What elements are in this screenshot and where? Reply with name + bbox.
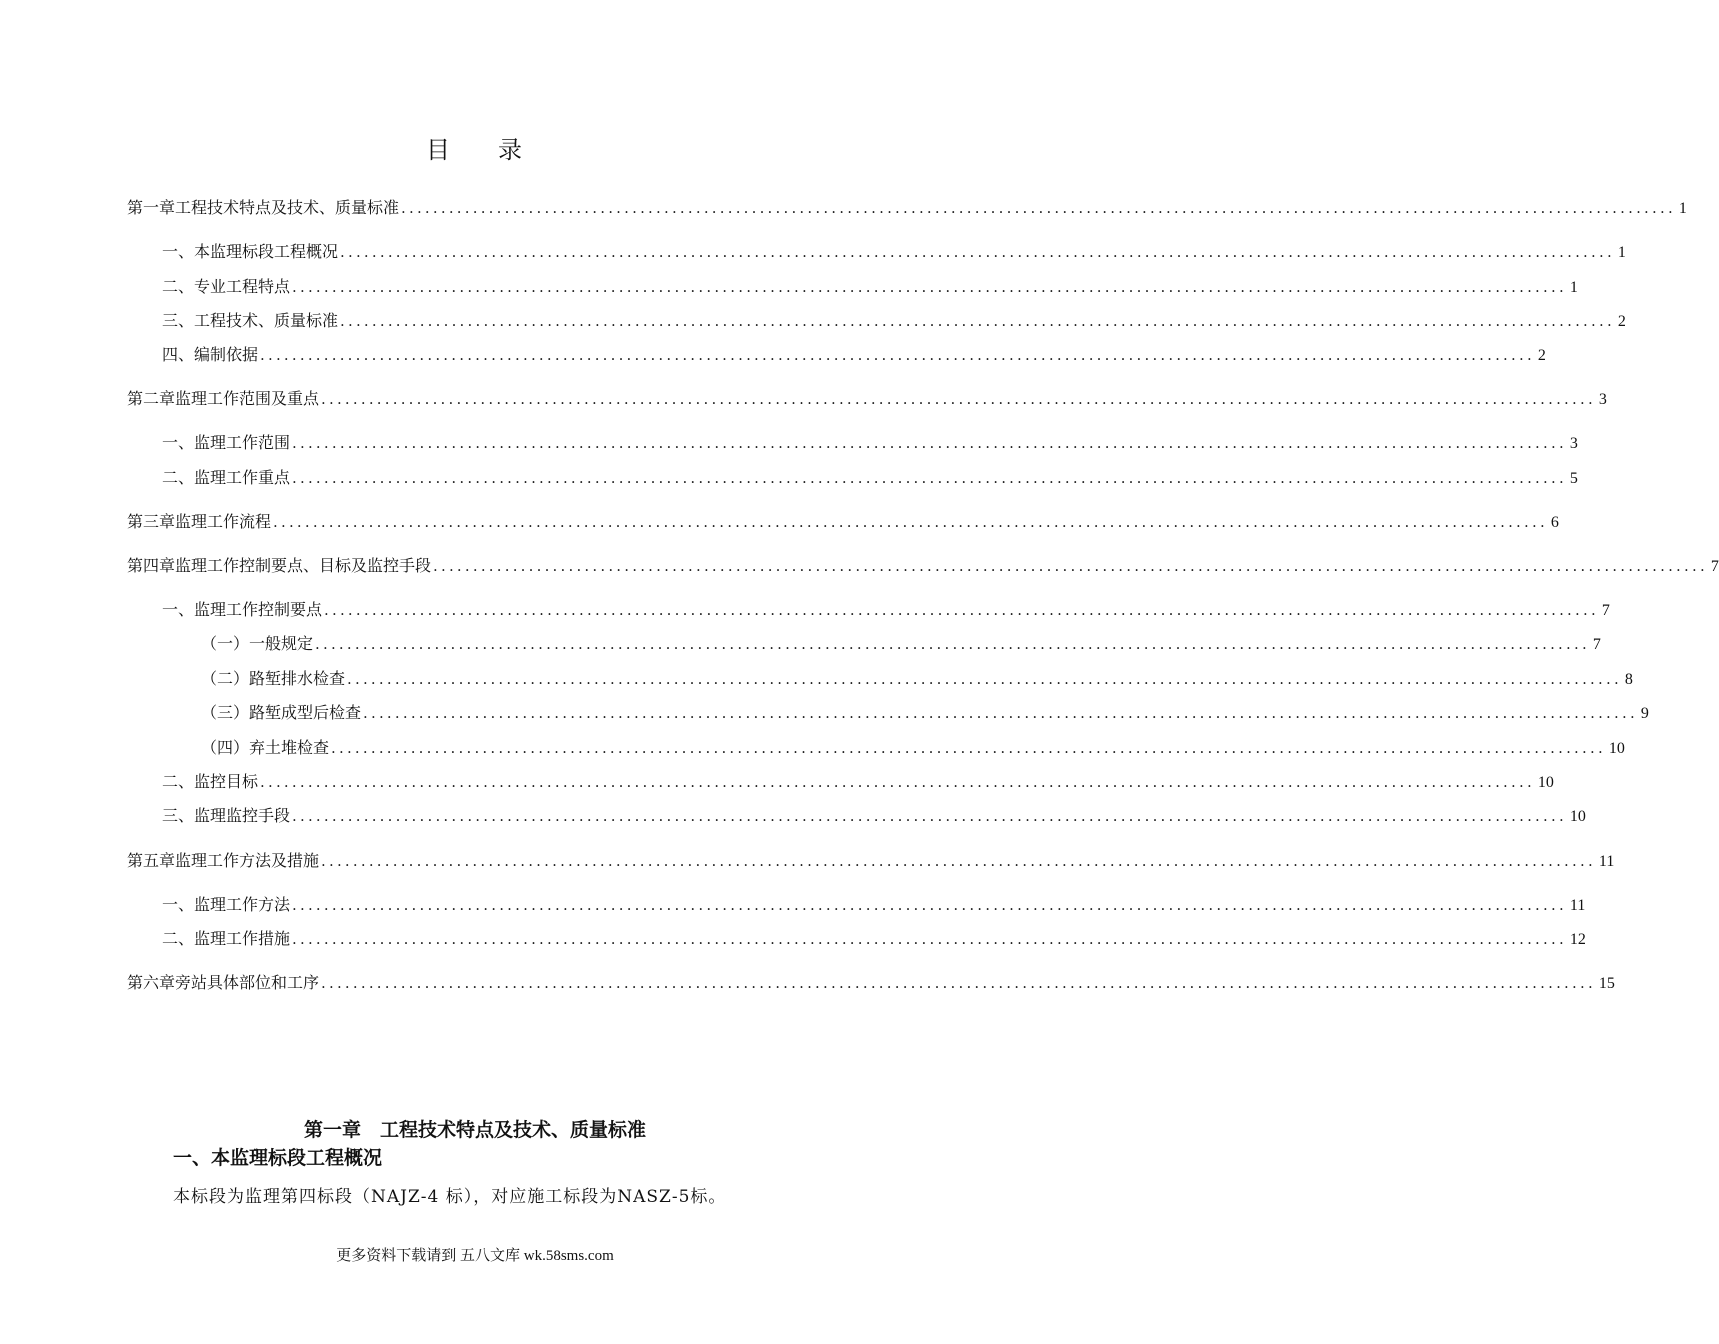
toc-entry[interactable] xyxy=(162,239,1626,265)
toc-entry[interactable] xyxy=(162,597,1610,623)
toc-entry-number: 二、 xyxy=(162,929,195,948)
toc-dot-leader: ................................................................................................................................................................ xyxy=(260,346,1535,364)
toc-entry[interactable] xyxy=(162,274,1578,300)
section-heading: 一、本监理标段工程概况 xyxy=(173,1147,383,1169)
toc-dot-leader: ................................................................................................................................................................ xyxy=(260,773,1535,791)
footer-link-text[interactable]: 更多资料下载请到 五八文库 wk.58sms.com xyxy=(336,1248,614,1264)
toc-entry-page: 7 xyxy=(1592,636,1601,653)
toc-entry[interactable] xyxy=(162,342,1546,368)
toc-entry-text: 本监理标段工程概况 xyxy=(194,242,339,261)
toc-entry-text: 工程技术、质量标准 xyxy=(194,311,339,330)
toc-entry-text: 专业工程特点 xyxy=(194,277,291,296)
toc-title-right: 录 xyxy=(498,136,524,164)
toc-dot-leader: ................................................................................................................................................................ xyxy=(273,513,1548,531)
toc-entry-number: 二、 xyxy=(162,468,195,487)
toc-entry-page: 11 xyxy=(1569,897,1586,914)
toc-entry[interactable] xyxy=(162,465,1578,491)
toc-entry-number: 第三章 xyxy=(127,512,176,531)
toc-entry-page: 3 xyxy=(1598,391,1607,408)
toc-entry-text: 旁站具体部位和工序 xyxy=(175,973,320,992)
toc-entry-page: 11 xyxy=(1598,853,1615,870)
toc-dot-leader: ................................................................................................................................................................ xyxy=(292,434,1567,452)
toc-entry-number: 一、 xyxy=(162,600,195,619)
toc-entry-page: 2 xyxy=(1617,313,1626,330)
toc-dot-leader: ................................................................................................................................................................ xyxy=(321,974,1596,992)
toc-entry[interactable] xyxy=(127,509,1559,535)
toc-entry-page: 3 xyxy=(1569,435,1578,452)
toc-entry-number: 第一章 xyxy=(127,198,176,217)
toc-entry-text: 监理监控手段 xyxy=(194,806,291,825)
toc-entry[interactable] xyxy=(162,926,1586,952)
toc-entry-text: 监理工作范围 xyxy=(194,433,291,452)
body-paragraph: 本标段为监理第四标段（NAJZ-4 标），对应施工标段为NASZ-5标。 xyxy=(173,1187,727,1207)
toc-entry[interactable] xyxy=(162,892,1586,918)
toc-entry-number: 一、 xyxy=(162,895,195,914)
toc-entry-text: 监控目标 xyxy=(194,772,259,791)
toc-dot-leader: ................................................................................................................................................................ xyxy=(433,557,1708,575)
toc-entry-number: 一、 xyxy=(162,242,195,261)
toc-entry[interactable] xyxy=(162,769,1554,795)
toc-entry-text: 监理工作范围及重点 xyxy=(175,389,320,408)
toc-entry[interactable] xyxy=(127,848,1615,874)
toc-title-left: 目 xyxy=(426,136,452,164)
toc-dot-leader: ................................................................................................................................................................ xyxy=(292,278,1567,296)
toc-entry[interactable] xyxy=(201,700,1649,726)
toc-dot-leader: ................................................................................................................................................................ xyxy=(292,807,1567,825)
toc-entry-number: 三、 xyxy=(162,806,195,825)
toc-entry-page: 10 xyxy=(1608,740,1625,757)
toc-dot-leader: ................................................................................................................................................................ xyxy=(401,199,1676,217)
toc-entry-page: 8 xyxy=(1624,671,1633,688)
toc-entry-number: 第五章 xyxy=(127,851,176,870)
toc-entry-number: 一、 xyxy=(162,433,195,452)
toc-dot-leader: ................................................................................................................................................................ xyxy=(324,601,1599,619)
toc-dot-leader: ................................................................................................................................................................ xyxy=(347,670,1622,688)
chapter-heading: 第一章 工程技术特点及技术、质量标准 xyxy=(303,1119,646,1141)
toc-entry[interactable] xyxy=(162,308,1626,334)
toc-entry-page: 1 xyxy=(1569,279,1578,296)
toc-entry-page: 9 xyxy=(1640,705,1649,722)
toc-entry-page: 7 xyxy=(1601,602,1610,619)
toc-entry[interactable] xyxy=(127,553,1719,579)
toc-entry-text: 监理工作流程 xyxy=(175,512,272,531)
toc-dot-leader: ................................................................................................................................................................ xyxy=(331,739,1606,757)
toc-entry[interactable] xyxy=(201,735,1625,761)
toc-entry[interactable] xyxy=(162,803,1586,829)
toc-entry-number: 第二章 xyxy=(127,389,176,408)
toc-entry-text: 一般规定 xyxy=(249,634,314,653)
toc-entry-number: 第四章 xyxy=(127,556,176,575)
toc-entry-text: 编制依据 xyxy=(194,345,259,364)
toc-entry-page: 10 xyxy=(1569,808,1586,825)
toc-entry[interactable] xyxy=(127,195,1687,221)
toc-entry[interactable] xyxy=(201,666,1633,692)
toc-entry-page: 2 xyxy=(1537,347,1546,364)
toc-dot-leader: ................................................................................................................................................................ xyxy=(315,635,1590,653)
toc-entry-number: 三、 xyxy=(162,311,195,330)
toc-dot-leader: ................................................................................................................................................................ xyxy=(321,852,1596,870)
toc-entry-number: （一） xyxy=(201,634,250,653)
toc-entry-text: 路堑排水检查 xyxy=(249,669,346,688)
toc-entry-page: 7 xyxy=(1710,558,1719,575)
toc-entry-page: 10 xyxy=(1537,774,1554,791)
toc-entry-page: 6 xyxy=(1550,514,1559,531)
toc-dot-leader: ................................................................................................................................................................ xyxy=(292,930,1567,948)
toc-entry-number: 二、 xyxy=(162,772,195,791)
toc-entry-text: 监理工作方法及措施 xyxy=(175,851,320,870)
toc-entry-text: 监理工作控制要点 xyxy=(194,600,323,619)
toc-entry-text: 工程技术特点及技术、质量标准 xyxy=(175,198,400,217)
toc-entry[interactable] xyxy=(127,970,1615,996)
toc-entry[interactable] xyxy=(127,386,1607,412)
toc-entry-number: （四） xyxy=(201,738,250,757)
toc-entry-number: （二） xyxy=(201,669,250,688)
toc-entry-page: 1 xyxy=(1617,244,1626,261)
toc-entry-number: 二、 xyxy=(162,277,195,296)
toc-entry-number: （三） xyxy=(201,703,250,722)
toc-entry-text: 监理工作措施 xyxy=(194,929,291,948)
toc-entry-text: 路堑成型后检查 xyxy=(249,703,362,722)
toc-entry[interactable] xyxy=(201,631,1601,657)
toc-entry-page: 15 xyxy=(1598,975,1615,992)
toc-entry-text: 监理工作重点 xyxy=(194,468,291,487)
toc-entry-number: 四、 xyxy=(162,345,195,364)
toc-dot-leader: ................................................................................................................................................................ xyxy=(340,243,1615,261)
toc-entry-text: 监理工作控制要点、目标及监控手段 xyxy=(175,556,432,575)
toc-entry-page: 12 xyxy=(1569,931,1586,948)
toc-entry-page: 5 xyxy=(1569,470,1578,487)
toc-entry-page: 1 xyxy=(1678,200,1687,217)
toc-dot-leader: ................................................................................................................................................................ xyxy=(363,704,1638,722)
toc-dot-leader: ................................................................................................................................................................ xyxy=(321,390,1596,408)
toc-entry[interactable] xyxy=(162,430,1578,456)
toc-dot-leader: ................................................................................................................................................................ xyxy=(292,469,1567,487)
toc-dot-leader: ................................................................................................................................................................ xyxy=(340,312,1615,330)
toc-entry-text: 弃土堆检查 xyxy=(249,738,330,757)
toc-dot-leader: ................................................................................................................................................................ xyxy=(292,896,1567,914)
toc-entry-text: 监理工作方法 xyxy=(194,895,291,914)
toc-entry-number: 第六章 xyxy=(127,973,176,992)
